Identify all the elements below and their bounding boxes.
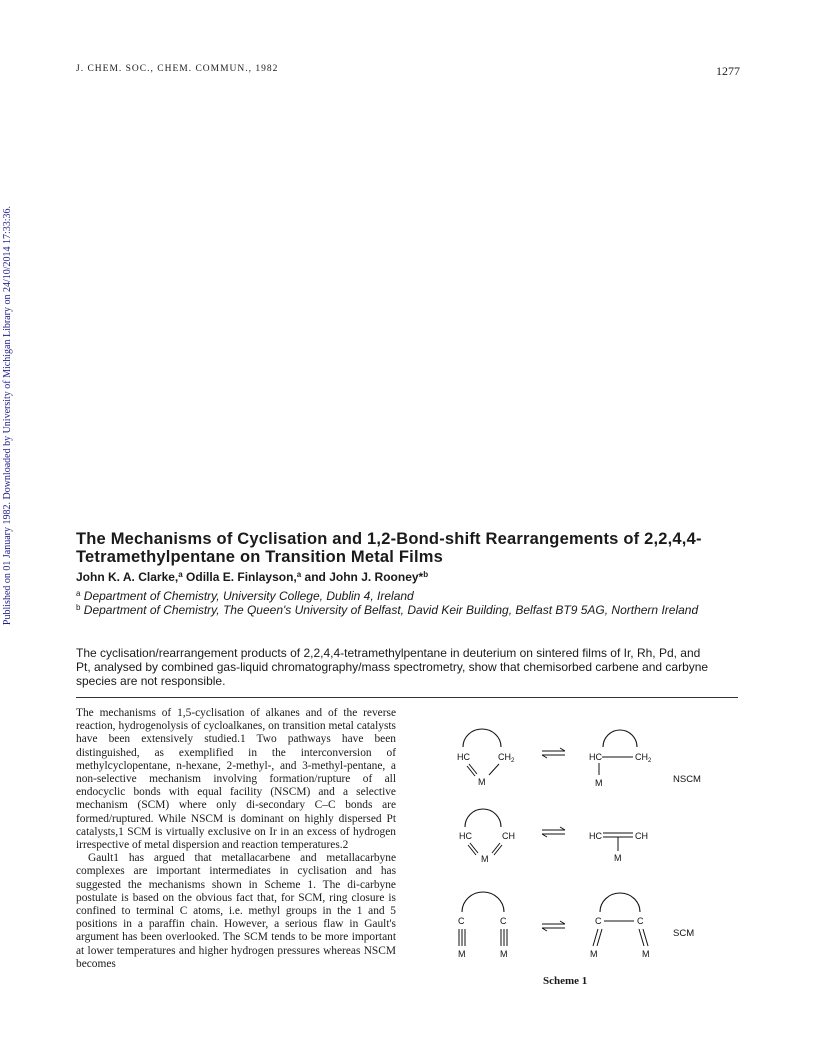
sidenote-text: Published on 01 January 1982. Downloaded by University of Michigan Library on 24/10/2014 17:33:36. — [2, 205, 14, 625]
equilibrium-arrow — [542, 921, 565, 931]
atom-label: M — [595, 778, 603, 788]
abstract: The cyclisation/rearrangement products of 2,2,4,4-tetramethylpentane in deuterium on sintered films of Ir, Rh, Pd, and Pt, analysed by combined gas-liquid chromatography/mass spectrometry, show that chemisorbed carbene and carbyne species are not responsible. — [76, 646, 709, 688]
article-title: The Mechanisms of Cyclisation and 1,2-Bond-shift Rearrangements of 2,2,4,4-Tetramethylpentane on Transition Metal Films — [76, 530, 702, 566]
atom-label: M — [478, 777, 486, 787]
atom-label: M — [500, 949, 508, 959]
affiliation-mark: b — [76, 603, 81, 612]
author-list — [76, 570, 736, 584]
author-name: and John J. Rooney* — [304, 570, 424, 584]
atom-label: $CH_2$ — [498, 752, 515, 764]
atom-label: M — [458, 949, 466, 959]
author-name: Odilla E. Finlayson, — [186, 570, 297, 584]
scheme-caption: Scheme 1 — [543, 975, 588, 987]
equilibrium-arrow — [542, 827, 565, 837]
equilibrium-arrow — [542, 748, 565, 758]
atom-label: $CH_2$ — [635, 752, 652, 764]
author-mark: a — [178, 570, 183, 579]
affiliation-mark: a — [76, 589, 81, 598]
atom-label: HC — [459, 831, 472, 841]
scheme-label-nscm: NSCM — [673, 774, 701, 785]
atom-label: HC — [457, 752, 470, 762]
atom-label: M — [590, 949, 598, 959]
affiliation-text: Department of Chemistry, University College, Dublin 4, Ireland — [83, 589, 414, 603]
atom-label: CH — [635, 831, 648, 841]
section-divider — [76, 697, 738, 698]
author-name: John K. A. Clarke, — [76, 570, 179, 584]
atom-label: M — [642, 949, 650, 959]
atom-label: C — [500, 916, 507, 926]
atom-label: CH — [502, 831, 515, 841]
affiliation-a — [76, 589, 736, 603]
body-paragraph: Gault1 has argued that metallacarbene and metallacarbyne complexes are important intermediates in cyclisation and has suggested the mechanisms shown in Scheme 1. The di-carbyne postulate is based on the obvious fact that, for SCM, ring closure is confined to terminal C atoms, i.e. methyl groups in the 1 and 5 positions in a paraffin chain. However, a serious flaw in Gault's argument has been overlooked. The SCM tends to be more important at lower temperatures and higher hydrogen pressures whereas NSCM becomes — [76, 852, 396, 970]
atom-label: C — [595, 916, 602, 926]
download-sidenote[interactable] — [0, 185, 16, 645]
author-mark: a — [296, 570, 302, 579]
body-column-left — [76, 707, 396, 971]
journal-header: J. CHEM. SOC., CHEM. COMMUN., 1982 — [76, 64, 279, 74]
atom-label: HC — [589, 752, 602, 762]
scheme-1-figure — [415, 700, 745, 1000]
atom-label: C — [458, 916, 465, 926]
affiliation-text: Department of Chemistry, The Queen's University of Belfast, David Keir Building, Belfast BT9 5AG, Northern Ireland — [83, 603, 699, 617]
body-paragraph: The mechanisms of 1,5-cyclisation of alkanes and of the reverse reaction, hydrogenolysis of cycloalkanes, on transition metal catalysts have been extensively studied.1 Two pathways have been distinguished, as exemplified in the interconversion of methylcyclopentane, n-hexane, 2-methyl-, and 3-methyl-pentane, a non-selective mechanism involving formation/rupture of all endocyclic bonds with equal facility (NSCM) and a selective mechanism (SCM) where only di-secondary C–C bonds are formed/ruptured. While NSCM is dominant on highly dispersed Pt catalysts,1 SCM is virtually exclusive on Ir in an excess of hydrogen irrespective of metal dispersion and reaction temperatures.2 — [76, 707, 396, 852]
atom-label: M — [614, 853, 622, 863]
author-mark: b — [423, 570, 429, 579]
scheme-label-scm: SCM — [673, 928, 695, 939]
atom-label: HC — [589, 831, 602, 841]
page-number: 1277 — [716, 64, 740, 78]
affiliation-b — [76, 603, 736, 617]
atom-label: C — [637, 916, 644, 926]
atom-label: M — [481, 854, 489, 864]
